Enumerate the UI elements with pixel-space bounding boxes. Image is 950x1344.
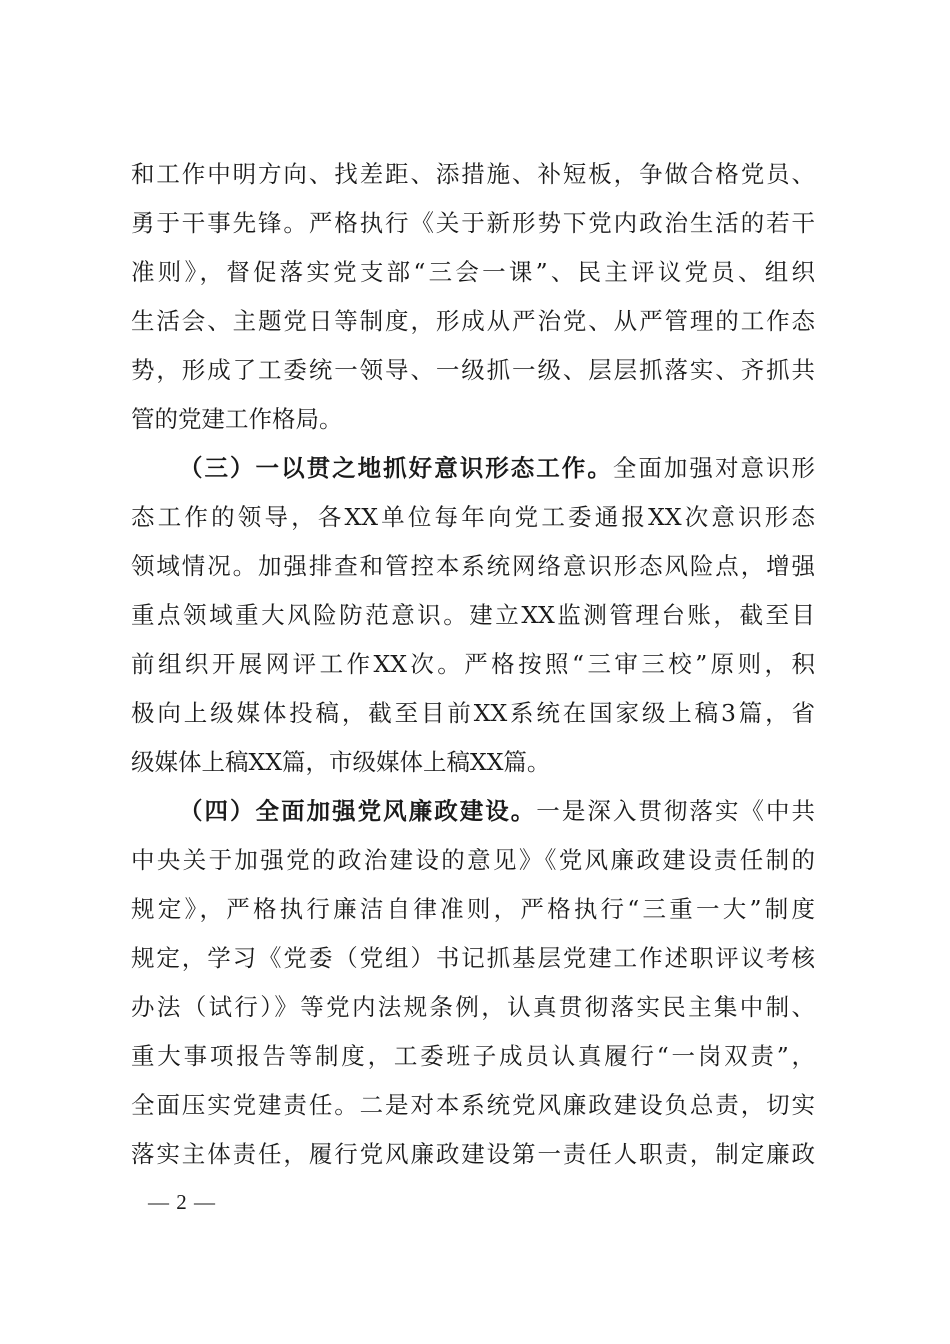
- text-line: 规定，学习《党委（党组）书记抓基层党建工作述职评议考核: [131, 944, 815, 972]
- text-line: 规定》，严格执行廉洁自律准则，严格执行“三重一大”制度: [131, 895, 815, 923]
- text-line: 中央关于加强党的政治建设的意见》《党风廉政建设责任制的: [131, 846, 815, 874]
- text-line: 准则》，督促落实党支部“三会一课”、民主评议党员、组织: [131, 258, 815, 286]
- document-body: [131, 150, 815, 1179]
- text-line: 重大事项报告等制度，工委班子成员认真履行“一岗双责”，: [131, 1042, 815, 1070]
- text-line: 管的党建工作格局。: [131, 405, 343, 433]
- section-3-first-line-text: 全面加强对意识形: [612, 454, 816, 482]
- text-line: 态工作的领导，各XX单位每年向党工委通报XX次意识形态: [131, 503, 815, 531]
- text-line: 办法（试行）》等党内法规条例，认真贯彻落实民主集中制、: [131, 993, 815, 1021]
- section-4-heading: （四）全面加强党风廉政建设。: [179, 797, 537, 825]
- page-number: — 2 —: [148, 1190, 216, 1214]
- text-line: 领域情况。加强排查和管控本系统网络意识形态风险点，增强: [131, 552, 815, 580]
- section-4-first-line: [131, 787, 815, 836]
- text-line: 重点领域重大风险防范意识。建立XX监测管理台账，截至目: [131, 601, 815, 629]
- text-line: 全面压实党建责任。二是对本系统党风廉政建设负总责，切实: [131, 1091, 815, 1119]
- text-line: 级媒体上稿XX篇，市级媒体上稿XX篇。: [131, 748, 551, 776]
- section-4-first-line-text: 一是深入贯彻落实《中共: [536, 797, 816, 825]
- section-3-first-line: [131, 444, 815, 493]
- text-line: 落实主体责任，履行党风廉政建设第一责任人职责，制定廉政: [131, 1140, 815, 1168]
- text-line: 极向上级媒体投稿，截至目前XX系统在国家级上稿3篇，省: [131, 699, 815, 727]
- text-line: 前组织开展网评工作XX次。严格按照“三审三校”原则，积: [131, 650, 815, 678]
- text-line: 勇于干事先锋。严格执行《关于新形势下党内政治生活的若干: [131, 209, 815, 237]
- section-3-heading: （三）一以贯之地抓好意识形态工作。: [179, 454, 613, 482]
- text-line: 生活会、主题党日等制度，形成从严治党、从严管理的工作态: [131, 307, 815, 335]
- text-line: 和工作中明方向、找差距、添措施、补短板，争做合格党员、: [131, 160, 815, 188]
- text-line: 势，形成了工委统一领导、一级抓一级、层层抓落实、齐抓共: [131, 356, 815, 384]
